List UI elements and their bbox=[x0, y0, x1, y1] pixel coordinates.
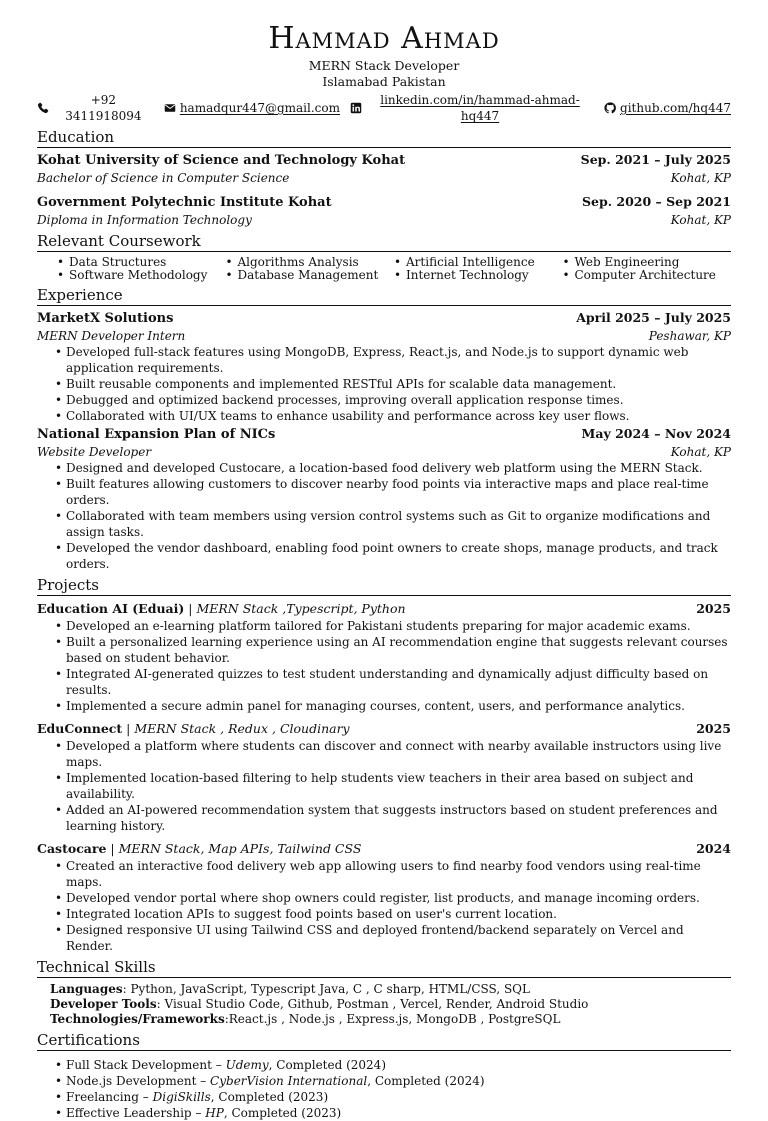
job-location: Kohat, KP bbox=[670, 445, 731, 459]
project-bullets bbox=[37, 858, 731, 954]
course-item: • Web Engineering bbox=[563, 256, 732, 269]
experience-bullets bbox=[37, 460, 731, 572]
list-item: • Developed an e-learning platform tailored for Pakistani students preparing for major academic exams. bbox=[66, 618, 731, 634]
email-icon bbox=[164, 102, 176, 114]
cert-status: , Completed (2023) bbox=[210, 1090, 329, 1104]
list-item: • Built a personalized learning experience using an AI recommendation engine that suggests relevant courses based on student behavior. bbox=[66, 634, 731, 666]
cert-course: Node.js Development bbox=[66, 1074, 197, 1088]
list-item: • Developed a platform where students can discover and connect with nearby available instructors using live maps. bbox=[66, 738, 731, 770]
education-heading: Education bbox=[37, 128, 731, 148]
project-tech: MERN Stack , Redux , Cloudinary bbox=[134, 721, 350, 736]
experience-dates: May 2024 – Nov 2024 bbox=[581, 426, 731, 441]
skills-list bbox=[37, 982, 731, 1027]
job-location: Peshawar, KP bbox=[648, 329, 731, 343]
experience-entry bbox=[37, 310, 731, 424]
course-item: • Software Methodology bbox=[57, 269, 226, 282]
contact-github[interactable] bbox=[604, 92, 731, 124]
project-year: 2025 bbox=[696, 721, 731, 736]
skill-separator: : bbox=[122, 982, 131, 996]
experience-dates: April 2025 – July 2025 bbox=[576, 310, 731, 325]
coursework-heading: Relevant Coursework bbox=[37, 232, 731, 252]
list-item: • Collaborated with team members using version control systems such as Git to organize modifications and assign tasks. bbox=[66, 508, 731, 540]
phone-icon bbox=[37, 102, 49, 114]
course-item: • Algorithms Analysis bbox=[226, 256, 395, 269]
candidate-role: MERN Stack Developer bbox=[308, 58, 460, 73]
list-item: • Integrated AI-generated quizzes to test student understanding and dynamically adjust difficulty based on results. bbox=[66, 666, 731, 698]
skill-separator: : bbox=[156, 997, 165, 1011]
cert-course: Effective Leadership bbox=[66, 1106, 192, 1120]
contact-email[interactable] bbox=[164, 92, 340, 124]
education-location: Kohat, KP bbox=[670, 213, 731, 227]
project-year: 2024 bbox=[696, 841, 731, 856]
skill-value: Visual Studio Code, Github, Postman , Vercel, Render, Android Studio bbox=[164, 997, 589, 1011]
skill-line bbox=[50, 1012, 731, 1027]
list-item: • Developed the vendor dashboard, enabling food point owners to create shops, manage products, and track orders. bbox=[66, 540, 731, 572]
list-item: • Added an AI-powered recommendation system that suggests instructors based on student preferences and learning history. bbox=[66, 802, 731, 834]
skill-line bbox=[50, 982, 731, 997]
job-role: Website Developer bbox=[37, 445, 152, 459]
project-year: 2025 bbox=[696, 601, 731, 616]
experience-heading: Experience bbox=[37, 286, 731, 306]
contact-linkedin[interactable] bbox=[350, 92, 594, 124]
resume-header bbox=[37, 22, 731, 124]
education-dates: Sep. 2020 – Sep 2021 bbox=[581, 194, 731, 209]
skill-label: Developer Tools bbox=[50, 997, 157, 1011]
education-location: Kohat, KP bbox=[670, 171, 731, 185]
cert-status: , Completed (2023) bbox=[223, 1106, 342, 1120]
skills-heading: Technical Skills bbox=[37, 958, 731, 978]
candidate-location: Islamabad Pakistan bbox=[322, 74, 446, 89]
project-name: Castocare bbox=[37, 841, 107, 856]
degree-name: Bachelor of Science in Computer Science bbox=[37, 171, 290, 185]
project-tech: MERN Stack ,Typescript, Python bbox=[196, 601, 406, 616]
list-item: • Built features allowing customers to discover nearby food points via interactive maps and place real-time orders. bbox=[66, 476, 731, 508]
linkedin-link[interactable]: linkedin.com/in/hammad-ahmad-hq447 bbox=[380, 93, 580, 123]
job-role: MERN Developer Intern bbox=[37, 329, 186, 343]
project-bullets bbox=[37, 738, 731, 834]
cert-provider: HP bbox=[205, 1106, 224, 1120]
project-name: EduConnect bbox=[37, 721, 123, 736]
skill-value: React.js , Node.js , Express.js, MongoDB , PostgreSQL bbox=[228, 1012, 561, 1026]
course-item: • Database Management bbox=[226, 269, 395, 282]
experience-bullets bbox=[37, 344, 731, 424]
education-entry bbox=[37, 152, 731, 186]
certifications-heading: Certifications bbox=[37, 1031, 731, 1051]
list-item: • Built reusable components and implemented RESTful APIs for scalable data management. bbox=[66, 376, 731, 392]
skill-label: Technologies/Frameworks bbox=[50, 1012, 225, 1026]
list-item: • Implemented a secure admin panel for managing courses, content, users, and performance analytics. bbox=[66, 698, 731, 714]
company-name: MarketX Solutions bbox=[37, 311, 174, 326]
school-name: Kohat University of Science and Technology Kohat bbox=[37, 153, 406, 168]
experience-entry bbox=[37, 426, 731, 572]
list-item: • Integrated location APIs to suggest food points based on user's current location. bbox=[66, 906, 731, 922]
education-dates: Sep. 2021 – July 2025 bbox=[580, 152, 731, 167]
project-tech: MERN Stack, Map APIs, Tailwind CSS bbox=[118, 841, 362, 856]
list-item: • Created an interactive food delivery web app allowing users to find nearby food vendors using real-time maps. bbox=[66, 858, 731, 890]
cert-course: Full Stack Development bbox=[66, 1058, 212, 1072]
contact-phone bbox=[37, 92, 154, 124]
skill-line bbox=[50, 997, 731, 1012]
project-entry: Education AI (Eduai) | MERN Stack ,Typescript, Python 2025 • Developed an e-learning platform tailored for Pakistani students preparing for major academic exams. • Built a personalized learning experience using an AI recommendation engine that suggests relevant courses based on student behavior. • Integrated AI-generated quizzes to test student understanding and dynamically adjust difficulty based on results. • Implemented a secure admin panel for managing courses, content, users, and performance analytics. bbox=[37, 600, 731, 714]
project-name: Education AI (Eduai) bbox=[37, 601, 185, 616]
course-item: • Computer Architecture bbox=[563, 269, 732, 282]
cert-status: , Completed (2024) bbox=[268, 1058, 386, 1072]
list-item: • Designed and developed Custocare, a location-based food delivery web platform using the MERN Stack. bbox=[66, 460, 731, 476]
cert-provider: DigiSkills bbox=[152, 1090, 211, 1104]
certifications-list bbox=[37, 1057, 731, 1121]
list-item: • Debugged and optimized backend processes, improving overall application response times. bbox=[66, 392, 731, 408]
skill-value: Python, JavaScript, Typescript Java, C , C sharp, HTML/CSS, SQL bbox=[130, 982, 530, 996]
school-name: Government Polytechnic Institute Kohat bbox=[37, 195, 332, 210]
course-item: • Data Structures bbox=[57, 256, 226, 269]
contact-bar bbox=[37, 92, 731, 124]
candidate-name: Hammad Ahmad bbox=[268, 21, 500, 56]
list-item: • Developed full-stack features using MongoDB, Express, React.js, and Node.js to support dynamic web application requirements. bbox=[66, 344, 731, 376]
cert-provider: Udemy bbox=[225, 1058, 269, 1072]
github-link[interactable]: github.com/hq447 bbox=[620, 101, 731, 115]
cert-provider: CyberVision International bbox=[210, 1074, 368, 1088]
github-icon bbox=[604, 102, 616, 114]
phone-text: +92 3411918094 bbox=[65, 93, 142, 123]
skill-separator: : bbox=[224, 1012, 229, 1026]
company-name: National Expansion Plan of NICs bbox=[37, 427, 276, 442]
email-link[interactable]: hamadqur447@gmail.com bbox=[179, 101, 340, 115]
list-item: • Node.js Development – CyberVision International, Completed (2024) bbox=[66, 1073, 731, 1089]
project-bullets bbox=[37, 618, 731, 714]
list-item: • Full Stack Development – Udemy, Completed (2024) bbox=[66, 1057, 731, 1073]
course-item: • Internet Technology bbox=[394, 269, 563, 282]
skill-label: Languages bbox=[50, 982, 123, 996]
cert-status: , Completed (2024) bbox=[367, 1074, 485, 1088]
list-item: • Collaborated with UI/UX teams to enhance usability and performance across key user flows. bbox=[66, 408, 731, 424]
course-item: • Artificial Intelligence bbox=[394, 256, 563, 269]
cert-course: Freelancing bbox=[66, 1090, 139, 1104]
education-entry bbox=[37, 194, 731, 228]
list-item: • Effective Leadership – HP, Completed (2023) bbox=[66, 1105, 731, 1121]
degree-name: Diploma in Information Technology bbox=[37, 213, 252, 227]
list-item: • Freelancing – DigiSkills, Completed (2023) bbox=[66, 1089, 731, 1105]
project-entry: EduConnect | MERN Stack , Redux , Cloudinary 2025 • Developed a platform where students can discover and connect with nearby available instructors using live maps. • Implemented location-based filtering to help students view teachers in their area based on subject and availability. • Added an AI-powered recommendation system that suggests instructors based on student preferences and learning history. bbox=[37, 720, 731, 834]
linkedin-icon bbox=[350, 102, 362, 114]
project-entry: Castocare | MERN Stack, Map APIs, Tailwind CSS 2024 • Created an interactive food delivery web app allowing users to find nearby food vendors using real-time maps. • Developed vendor portal where shop owners could register, list products, and manage incoming orders. • Integrated location APIs to suggest food points based on user's current location. • Designed responsive UI using Tailwind CSS and deployed frontend/backend separately on Vercel and Render. bbox=[37, 840, 731, 954]
list-item: • Designed responsive UI using Tailwind CSS and deployed frontend/backend separately on Vercel and Render. bbox=[66, 922, 731, 954]
projects-heading: Projects bbox=[37, 576, 731, 596]
list-item: • Developed vendor portal where shop owners could register, list products, and manage incoming orders. bbox=[66, 890, 731, 906]
coursework-list bbox=[37, 256, 731, 282]
list-item: • Implemented location-based filtering to help students view teachers in their area based on subject and availability. bbox=[66, 770, 731, 802]
